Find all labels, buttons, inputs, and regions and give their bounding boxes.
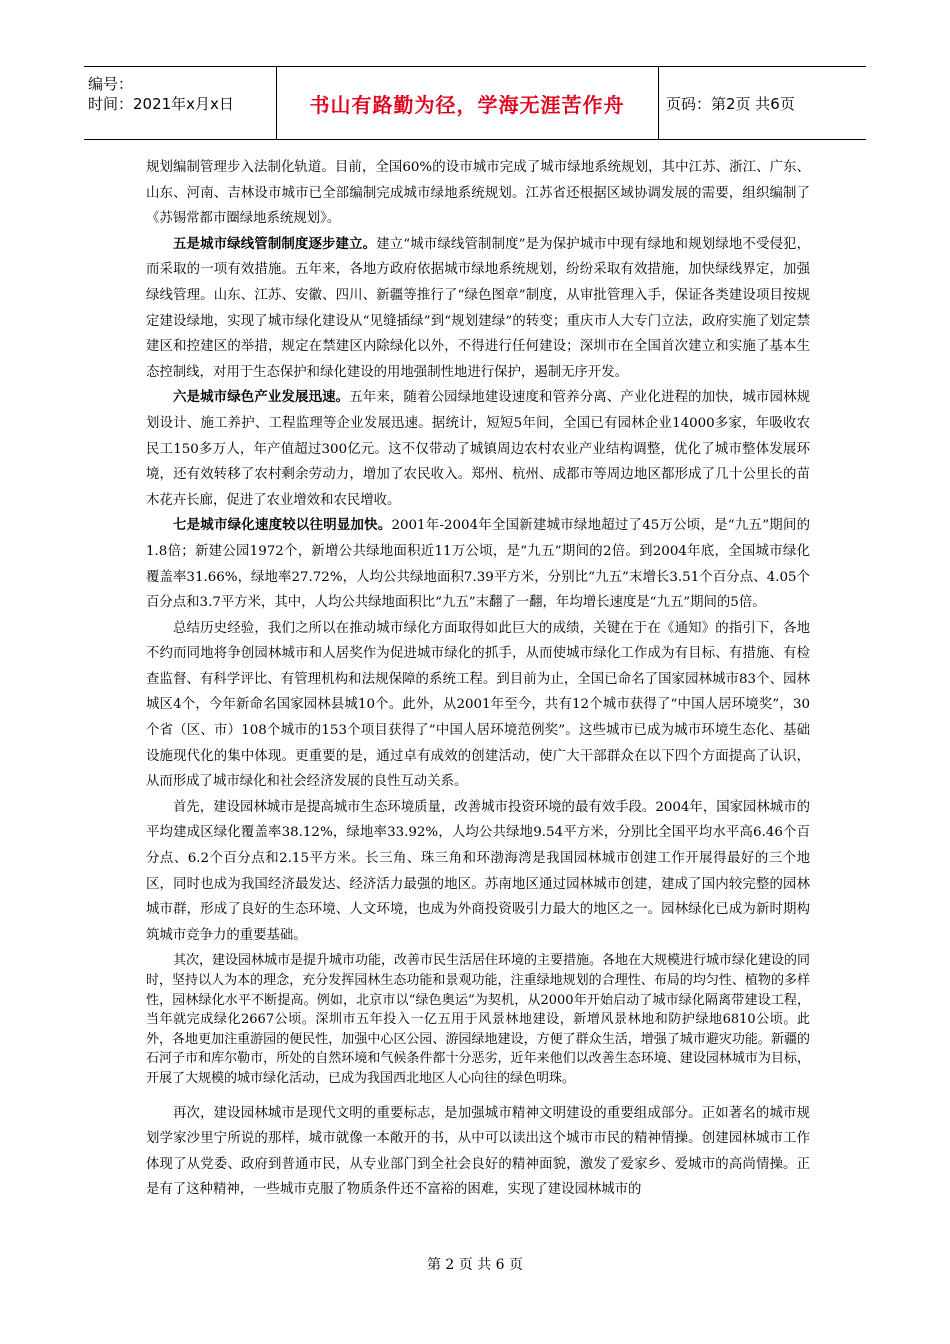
paragraph-seven bbox=[146, 513, 810, 615]
header-meta bbox=[84, 67, 277, 139]
paragraph-summary: 总结历史经验，我们之所以在推动城市绿化方面取得如此巨大的成绩，关键在于在《通知》的指引下，各地不约而同地将争创园林城市和人居奖作为促进城市绿化的抓手，从而使城市绿化工作成为有目标、有措施、有检查监督、有科学评比、有管理机构和法规保障的系统工程。到目前为止，全国已命名了国家园林城市83个、园林城区4个，今年新命名国家园林县城10个。此外，从2001年至今，共有12个城市获得了“中国人居环境奖”，30个省（区、市）108个城市的153个项目获得了“中国人居环境范例奖”。这些城市已成为城市环境生态化、基础设施现代化的集中体现。更重要的是，通过卓有成效的创建活动，使广大干部群众在以下四个方面提高了认识，从而形成了城市绿化和社会经济发展的良性互动关系。 bbox=[146, 620, 810, 790]
paragraph-heading: 五是城市绿线管制制度逐步建立。 bbox=[173, 235, 377, 252]
page-header bbox=[84, 66, 866, 140]
document-body bbox=[146, 155, 810, 1203]
paragraph-heading: 七是城市绿化速度较以往明显加快。 bbox=[173, 517, 392, 534]
page-footer: 第 2 页 共 6 页 bbox=[426, 1257, 524, 1273]
paragraph-first: 首先，建设园林城市是提高城市生态环境质量，改善城市投资环境的最有效手段。2004年，国家园林城市的平均建成区绿化覆盖率38.12%，绿地率33.92%，人均公共绿地9.54平方米，分别比全国平均水平高6.46个百分点、6.2个百分点和2.15平方米。长三角、珠三角和环渤海湾是我国园林城市创建工作开展得最好的三个地区，同时也成为我国经济最发达、经济活力最强的地区。苏南地区通过园林城市创建，建成了国内较完整的园林城市群，形成了良好的生态环境、人文环境，也成为外商投资吸引力最大的地区之一。园林绿化已成为新时期构筑城市竞争力的重要基础。 bbox=[146, 799, 810, 943]
paragraph-text: 建立“城市绿线管制制度”是为保护城市中现有绿地和规划绿地不受侵犯，而采取的一项有效措施。五年来，各地方政府依据城市绿地系统规划，纷纷采取有效措施，加快绿线界定，加强绿线管理。山东、江苏、安徽、四川、新疆等推行了“绿色图章”制度，从审批管理入手，保证各类建设项目按规定建设绿地，实现了城市绿化建设从“见缝插绿”到“规划建绿”的转变；重庆市人大专门立法，政府实施了划定禁建区和控建区的举措，规定在禁建区内除绿化以外，不得进行任何建设；深圳市在全国首次建立和实施了基本生态控制线，对用于生态保护和绿化建设的用地强制性地进行保护，遏制无序开发。 bbox=[146, 236, 810, 380]
header-motto: 书山有路勤为径，学海无涯苦作舟 bbox=[276, 67, 659, 139]
paragraph-third: 再次，建设园林城市是现代文明的重要标志，是加强城市精神文明建设的重要组成部分。正如著名的城市规划学家沙里宁所说的那样，城市就像一本敞开的书，从中可以读出这个城市市民的精神情操。创建园林城市工作体现了从党委、政府到普通市民，从专业部门到全社会良好的精神面貌，激发了爱家乡、爱城市的高尚情操。正是有了这种精神，一些城市克服了物质条件还不富裕的困难，实现了建设园林城市的 bbox=[146, 1105, 810, 1198]
paragraph-text: 2001年-2004年全国新建城市绿地超过了45万公顷，是“九五”期间的1.8倍；新建公园1972个，新增公共绿地面积近11万公顷，是“九五”期间的2倍。到2004年底，全国城市绿化覆盖率31.66%，绿地率27.72%，人均公共绿地面积7.39平方米，分别比“九五”末增长3.51个百分点、4.05个百分点和3.7平方米，其中，人均公共绿地面积比“九五”末翻了一翻，年均增长速度是“九五”期间的5倍。 bbox=[146, 518, 811, 611]
paragraph-second: 其次，建设园林城市是提升城市功能，改善市民生活居住环境的主要措施。各地在大规模进行城市绿化建设的同时，坚持以人为本的理念，充分发挥园林生态功能和景观功能，注重绿地规划的合理性、布局的均匀性、植物的多样性，园林绿化水平不断提高。例如，北京市以“绿色奥运”为契机，从2000年开始启动了城市绿化隔离带建设工程，当年就完成绿化2667公顷。深圳市五年投入一亿五用于风景林地建设，新增风景林地和防护绿地6810公顷。此外，各地更加注重游园的便民性，加强中心区公园、游园绿地建设，方便了群众生活，增强了城市避灾功能。新疆的石河子市和库尔勒市，所处的自然环境和气候条件都十分恶劣，近年来他们以改善生态环境、建设园林城市为目标，开展了大规模的城市绿化活动，已成为我国西北地区人心向往的绿色明珠。 bbox=[146, 953, 811, 1086]
document-number-label: 编号： bbox=[88, 75, 134, 93]
document-time-label: 时间：2021年x月x日 bbox=[88, 95, 234, 113]
header-page-number: 页码：第2页 共6页 bbox=[666, 94, 795, 113]
paragraph-six bbox=[146, 385, 810, 513]
paragraph-five bbox=[146, 232, 810, 386]
paragraph-continuation: 规划编制管理步入法制化轨道。目前，全国60%的设市城市完成了城市绿地系统规划，其中江苏、浙江、广东、山东、河南、吉林设市城市已全部编制完成城市绿地系统规划。江苏省还根据区域协调发展的需要，组织编制了《苏锡常都市圈绿地系统规划》。 bbox=[146, 160, 810, 227]
paragraph-heading: 六是城市绿色产业发展迅速。 bbox=[173, 389, 350, 406]
paragraph-text: 五年来，随着公园绿地建设速度和管养分离、产业化进程的加快，城市园林规划设计、施工养护、工程监理等企业发展迅速。据统计，短短5年间，全国已有园林企业14000多家，年吸收农民工150多万人，年产值超过300亿元。这不仅带动了城镇周边农村农业产业结构调整，优化了城市整体发展环境，还有效转移了农村剩余劳动力，增加了农民收入。郑州、杭州、成都市等周边地区都形成了几十公里长的苗木花卉长廊，促进了农业增效和农民增收。 bbox=[146, 390, 811, 508]
